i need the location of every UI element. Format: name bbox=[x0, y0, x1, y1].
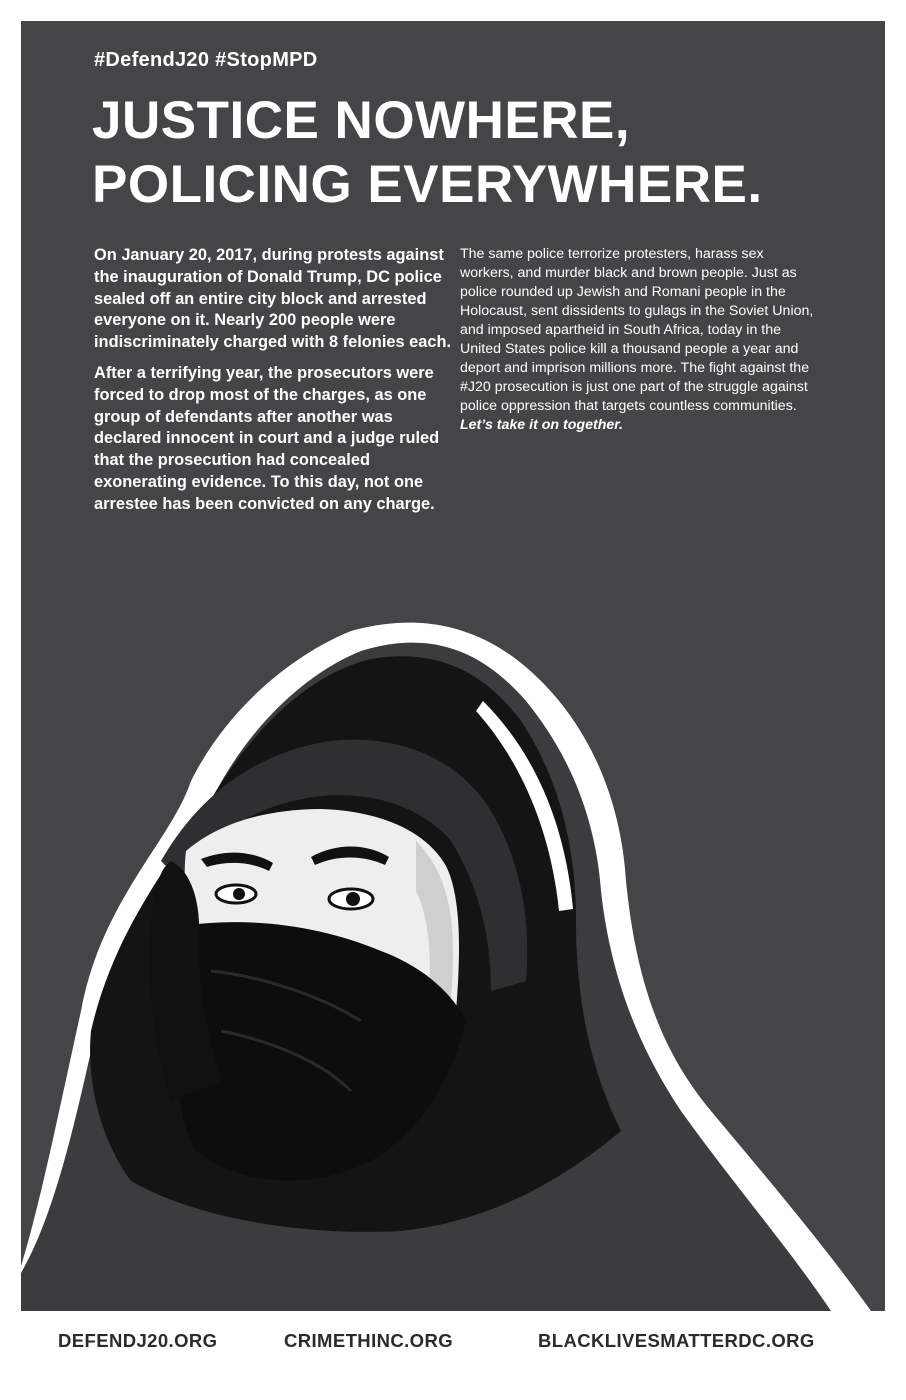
footer bbox=[0, 1330, 906, 1364]
left-column bbox=[94, 245, 452, 525]
hashtags: #DefendJ20 #StopMPD bbox=[94, 49, 318, 71]
footer-link-crimethinc[interactable]: CRIMETHINC.ORG bbox=[284, 1330, 454, 1351]
left-paragraph-2: After a terrifying year, the prosecutors were forced to drop most of the charges, as one group of defendants after another was declared innocent in court and a judge ruled that the prosecution had concealed exonerating evidence. To this day, not one arrestee has been convicted on any charge. bbox=[94, 363, 440, 513]
footer-link-defendj20[interactable]: DEFENDJ20.ORG bbox=[58, 1330, 218, 1351]
footer-link-blacklivesmatterdc[interactable]: BLACKLIVESMATTERDC.ORG bbox=[538, 1330, 815, 1351]
headline bbox=[92, 89, 763, 217]
headline-line-2: POLICING EVERYWHERE. bbox=[92, 155, 763, 214]
right-paragraph-text: The same police terrorize protesters, harass sex workers, and murder black and brown people. Just as police rounded up Jewish and Romani people in the Holocaust, sent dissidents to gulags in the Soviet Union, and imposed apartheid in South Africa, today in the United States police kill a thousand people a year and deport and imprison millions more. The fight against the #J20 prosecution is just one part of the struggle against police oppression that targets countless communities. bbox=[460, 246, 814, 414]
poster bbox=[21, 21, 885, 1311]
right-column bbox=[460, 245, 816, 435]
right-paragraph-emphasis: Let’s take it on together. bbox=[460, 417, 623, 433]
left-paragraph-1: On January 20, 2017, during protests against the inauguration of Donald Trump, DC police sealed off an entire city block and arrested everyone on it. Nearly 200 people were indiscriminately charged with 8 felonies each. bbox=[94, 246, 452, 352]
headline-line-1: JUSTICE NOWHERE, bbox=[92, 91, 631, 150]
right-paragraph bbox=[460, 245, 816, 435]
